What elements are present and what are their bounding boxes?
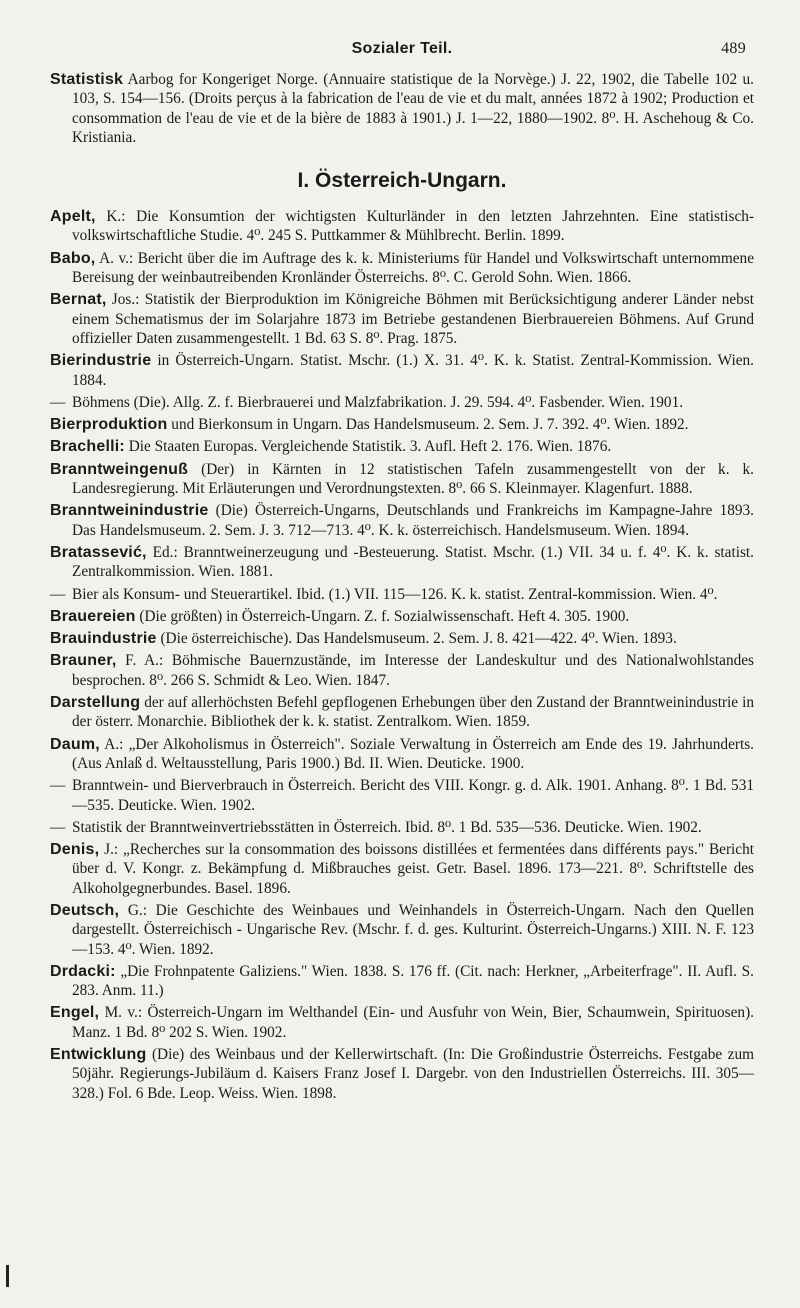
ditto-dash: — [50,777,66,795]
entry-text: (Die) des Weinbaus und der Kellerwirtschaft. (In: Die Großindustrie Österreichs. Festgabe zum 50jähr. Regierungs-Jubiläum d. Kaisers Franz Josef I. Dargebr. von den Industriellen Österreichs. III. 305—328.) Fol. 6 Bde. Leop. Weiss. Wien. 1898. [72,1046,754,1102]
bibliography-entry [50,607,754,626]
bibliography-entry [50,460,754,499]
entry-keyword: Brachelli: [50,438,125,456]
entry-text: Bier als Konsum- und Steuerartikel. Ibid. (1.) VII. 115—126. K. k. statist. Zentral-kommission. Wien. 4⁰. [72,585,718,603]
entry-text: G.: Die Geschichte des Weinbaues und Weinhandels in Österreich-Ungarn. Nach den Quellen dargestellt. Österreichisch - Ungarische Rev. (Mschr. f. d. ges. Kulturint. Österreich-Ungarns.) XIII. N. F. 123—153. 4⁰. Wien. 1892. [72,901,754,958]
bibliography-entry [50,818,754,837]
entry-keyword: Daum, [50,735,100,753]
entry-keyword: Bierproduktion [50,416,168,434]
ditto-dash: — [50,585,66,603]
entry-text: Ed.: Branntweinerzeugung und -Besteuerung. Statist. Mschr. (1.) VII. 34 u. f. 4⁰. K. k. statist. Zentralkommission. Wien. 1881. [72,543,754,581]
intro-entry-block [50,70,754,147]
bibliography-entry [50,249,754,288]
bibliography-entry [50,735,754,774]
entry-keyword: Babo, [50,249,96,267]
entry-text: Jos.: Statistik der Bierproduktion im Königreiche Böhmen mit Berücksichtigung anderer Länder nebst einem Schematismus der im Solarjahre 1873 im Betriebe gestandenen Bierbrauereien Böhmens. Auf Grund offizieller Daten zusammengestellt. 1 Bd. 63 S. 8⁰. Prag. 1875. [72,291,754,347]
entry-text: (Die österreichische). Das Handelsmuseum. 2. Sem. J. 8. 421—422. 4⁰. Wien. 1893. [156,630,677,648]
entry-keyword: Brauner, [50,652,117,670]
entry-keyword: Bierindustrie [50,352,152,370]
bibliography-entry [50,901,754,959]
entry-keyword: Deutsch, [50,901,120,919]
entry-text: (Der) in Kärnten in 12 statistischen Tafeln zusammengestellt von der k. k. Landesregierung. Mit Erläuterungen und Verordnungstexten. 8⁰. 66 S. Kleinmayer. Klagenfurt. 1888. [72,460,754,498]
bibliography-entry [50,543,754,582]
entry-text: Die Staaten Europas. Vergleichende Statistik. 3. Aufl. Heft 2. 176. Wien. 1876. [124,438,612,456]
bibliography-entry [50,415,754,434]
entry-text: M. v.: Österreich-Ungarn im Welthandel (Ein- und Ausfuhr von Wein, Bier, Schaumwein, Spirituosen). Manz. 1 Bd. 8⁰ 202 S. Wien. 1902. [72,1004,754,1041]
entry-keyword: Brauereien [50,607,136,625]
entry-text: der auf allerhöchsten Befehl gepflogenen Erhebungen über den Zustand der Branntweinindustrie in der österr. Monarchie. Bibliothek der k. k. statist. Zentralkom. Wien. 1859. [72,694,754,731]
bibliography-entry [50,840,754,898]
entry-keyword: Entwicklung [50,1046,147,1064]
entry-keyword: Branntweinindustrie [50,502,209,520]
bibliography-entry [50,207,754,246]
bibliography-entry [50,585,754,604]
entry-text: (Die) Österreich-Ungarns, Deutschlands und Frankreichs im Kampagne-Jahre 1893. Das Handelsmuseum. 2. Sem. J. 3. 712—713. 4⁰. K. k. österreichisch. Handelsmuseum. Wien. 1894. [72,502,754,539]
bibliography-entry [50,290,754,348]
entry-keyword: Apelt, [50,208,96,226]
entry-keyword: Statistisk [50,71,124,88]
entry-text: (Die größten) in Österreich-Ungarn. Z. f. Sozialwissenschaft. Heft 4. 305. 1900. [135,607,630,625]
entry-text: Statistik der Branntweinvertriebsstätten in Österreich. Ibid. 8⁰. 1 Bd. 535—536. Deuticke. Wien. 1902. [72,818,702,836]
entry-text: Branntwein- und Bierverbrauch in Österreich. Bericht des VIII. Kongr. g. d. Alk. 1901. Anhang. 8⁰. 1 Bd. 531—535. Deuticke. Wien. 1902. [72,777,754,814]
entry-text: Böhmens (Die). Allg. Z. f. Bierbrauerei und Malzfabrikation. J. 29. 594. 4⁰. Fasbender. Wien. 1901. [72,393,684,411]
entry-keyword: Branntweingenuß [50,460,189,478]
entry-keyword: Drdacki: [50,962,116,980]
bibliography-entry [50,776,754,815]
bibliography-entry [50,70,754,147]
margin-mark [6,1265,9,1287]
bibliography-entry [50,437,754,456]
entry-text: A. v.: Bericht über die im Auftrage des k. k. Ministeriums für Handel und Volkswirtschaft unternommene Bereisung der weinbautreibenden Kronländer Österreichs. 8⁰. C. Gerold Sohn. Wien. 1866. [72,249,754,287]
bibliography-entry [50,962,754,1001]
entry-text: J.: „Recherches sur la consommation des boissons distillées et fermentées dans différents pays." Bericht über d. V. Kongr. z. Bekämpfung d. Mißbrauches geist. Getr. Basel. 1896. 173—221. 8⁰. Schriftstelle des Alkoholgegnerbundes. Basel. 1896. [72,841,754,897]
section-title: I. Österreich-Ungarn. [297,169,507,193]
bibliography-entry [50,501,754,540]
bibliography-entry [50,693,754,732]
ditto-dash: — [50,818,66,836]
entry-keyword: Darstellung [50,694,141,712]
entry-keyword: Bernat, [50,291,107,309]
entry-text: F. A.: Böhmische Bauernzustände, im Interesse der Landeskultur und des Nationalwohlstandes besprochen. 8⁰. 266 S. Schmidt & Leo. Wien. 1847. [72,652,754,689]
entry-text: und Bierkonsum in Ungarn. Das Handelsmuseum. 2. Sem. J. 7. 392. 4⁰. Wien. 1892. [167,416,689,434]
bibliography-entry [50,629,754,648]
entry-text: A.: „Der Alkoholismus in Österreich". Soziale Verwaltung in Österreich am Ende des 19. Jahrhunderts. (Aus Anlaß d. Weltausstellung, Paris 1900.) Bd. II. Wien. Deuticke. 1900. [72,735,754,772]
bibliography-entry [50,393,754,412]
entry-keyword: Brauindustrie [50,630,157,648]
entry-text: in Österreich-Ungarn. Statist. Mschr. (1.) X. 31. 4⁰. K. k. Statist. Zentral-Kommission. Wien. 1884. [72,352,754,389]
bibliography-list [50,207,754,1103]
header-title: Sozialer Teil. [351,40,453,57]
entry-keyword: Engel, [50,1004,100,1022]
running-head [50,40,754,66]
bibliography-entry [50,351,754,390]
page-number: 489 [721,40,746,57]
bibliography-entry [50,651,754,690]
entry-keyword: Bratassević, [50,543,147,561]
entry-text: „Die Frohnpatente Galiziens." Wien. 1838. S. 176 ff. (Cit. nach: Herkner, „Arbeiterfrage". II. Aufl. S. 283. Anm. 11.) [72,962,754,1000]
ditto-dash: — [50,393,66,411]
entry-keyword: Denis, [50,841,100,859]
bibliography-entry [50,1003,754,1042]
entry-text: K.: Die Konsumtion der wichtigsten Kulturländer in den letzten Jahrzehnten. Eine statistisch-volkswirtschaftliche Studie. 4⁰. 245 S. Puttkammer & Mühlbrecht. Berlin. 1899. [72,208,754,245]
entry-text: Aarbog for Kongeriget Norge. (Annuaire statistique de la Norvège.) J. 22, 1902, die Tabelle 102 u. 103, S. 154—156. (Droits perçus à la fabrication de l'eau de vie et du malt, années 1872 à 1902; Production et consommation de l'eau de vie et de la bière de 1883 à 1901.) J. 1—22, 1880—1902. 8⁰. H. Aschehoug & Co. Kristiania. [72,71,754,146]
bibliography-entry [50,1045,754,1103]
